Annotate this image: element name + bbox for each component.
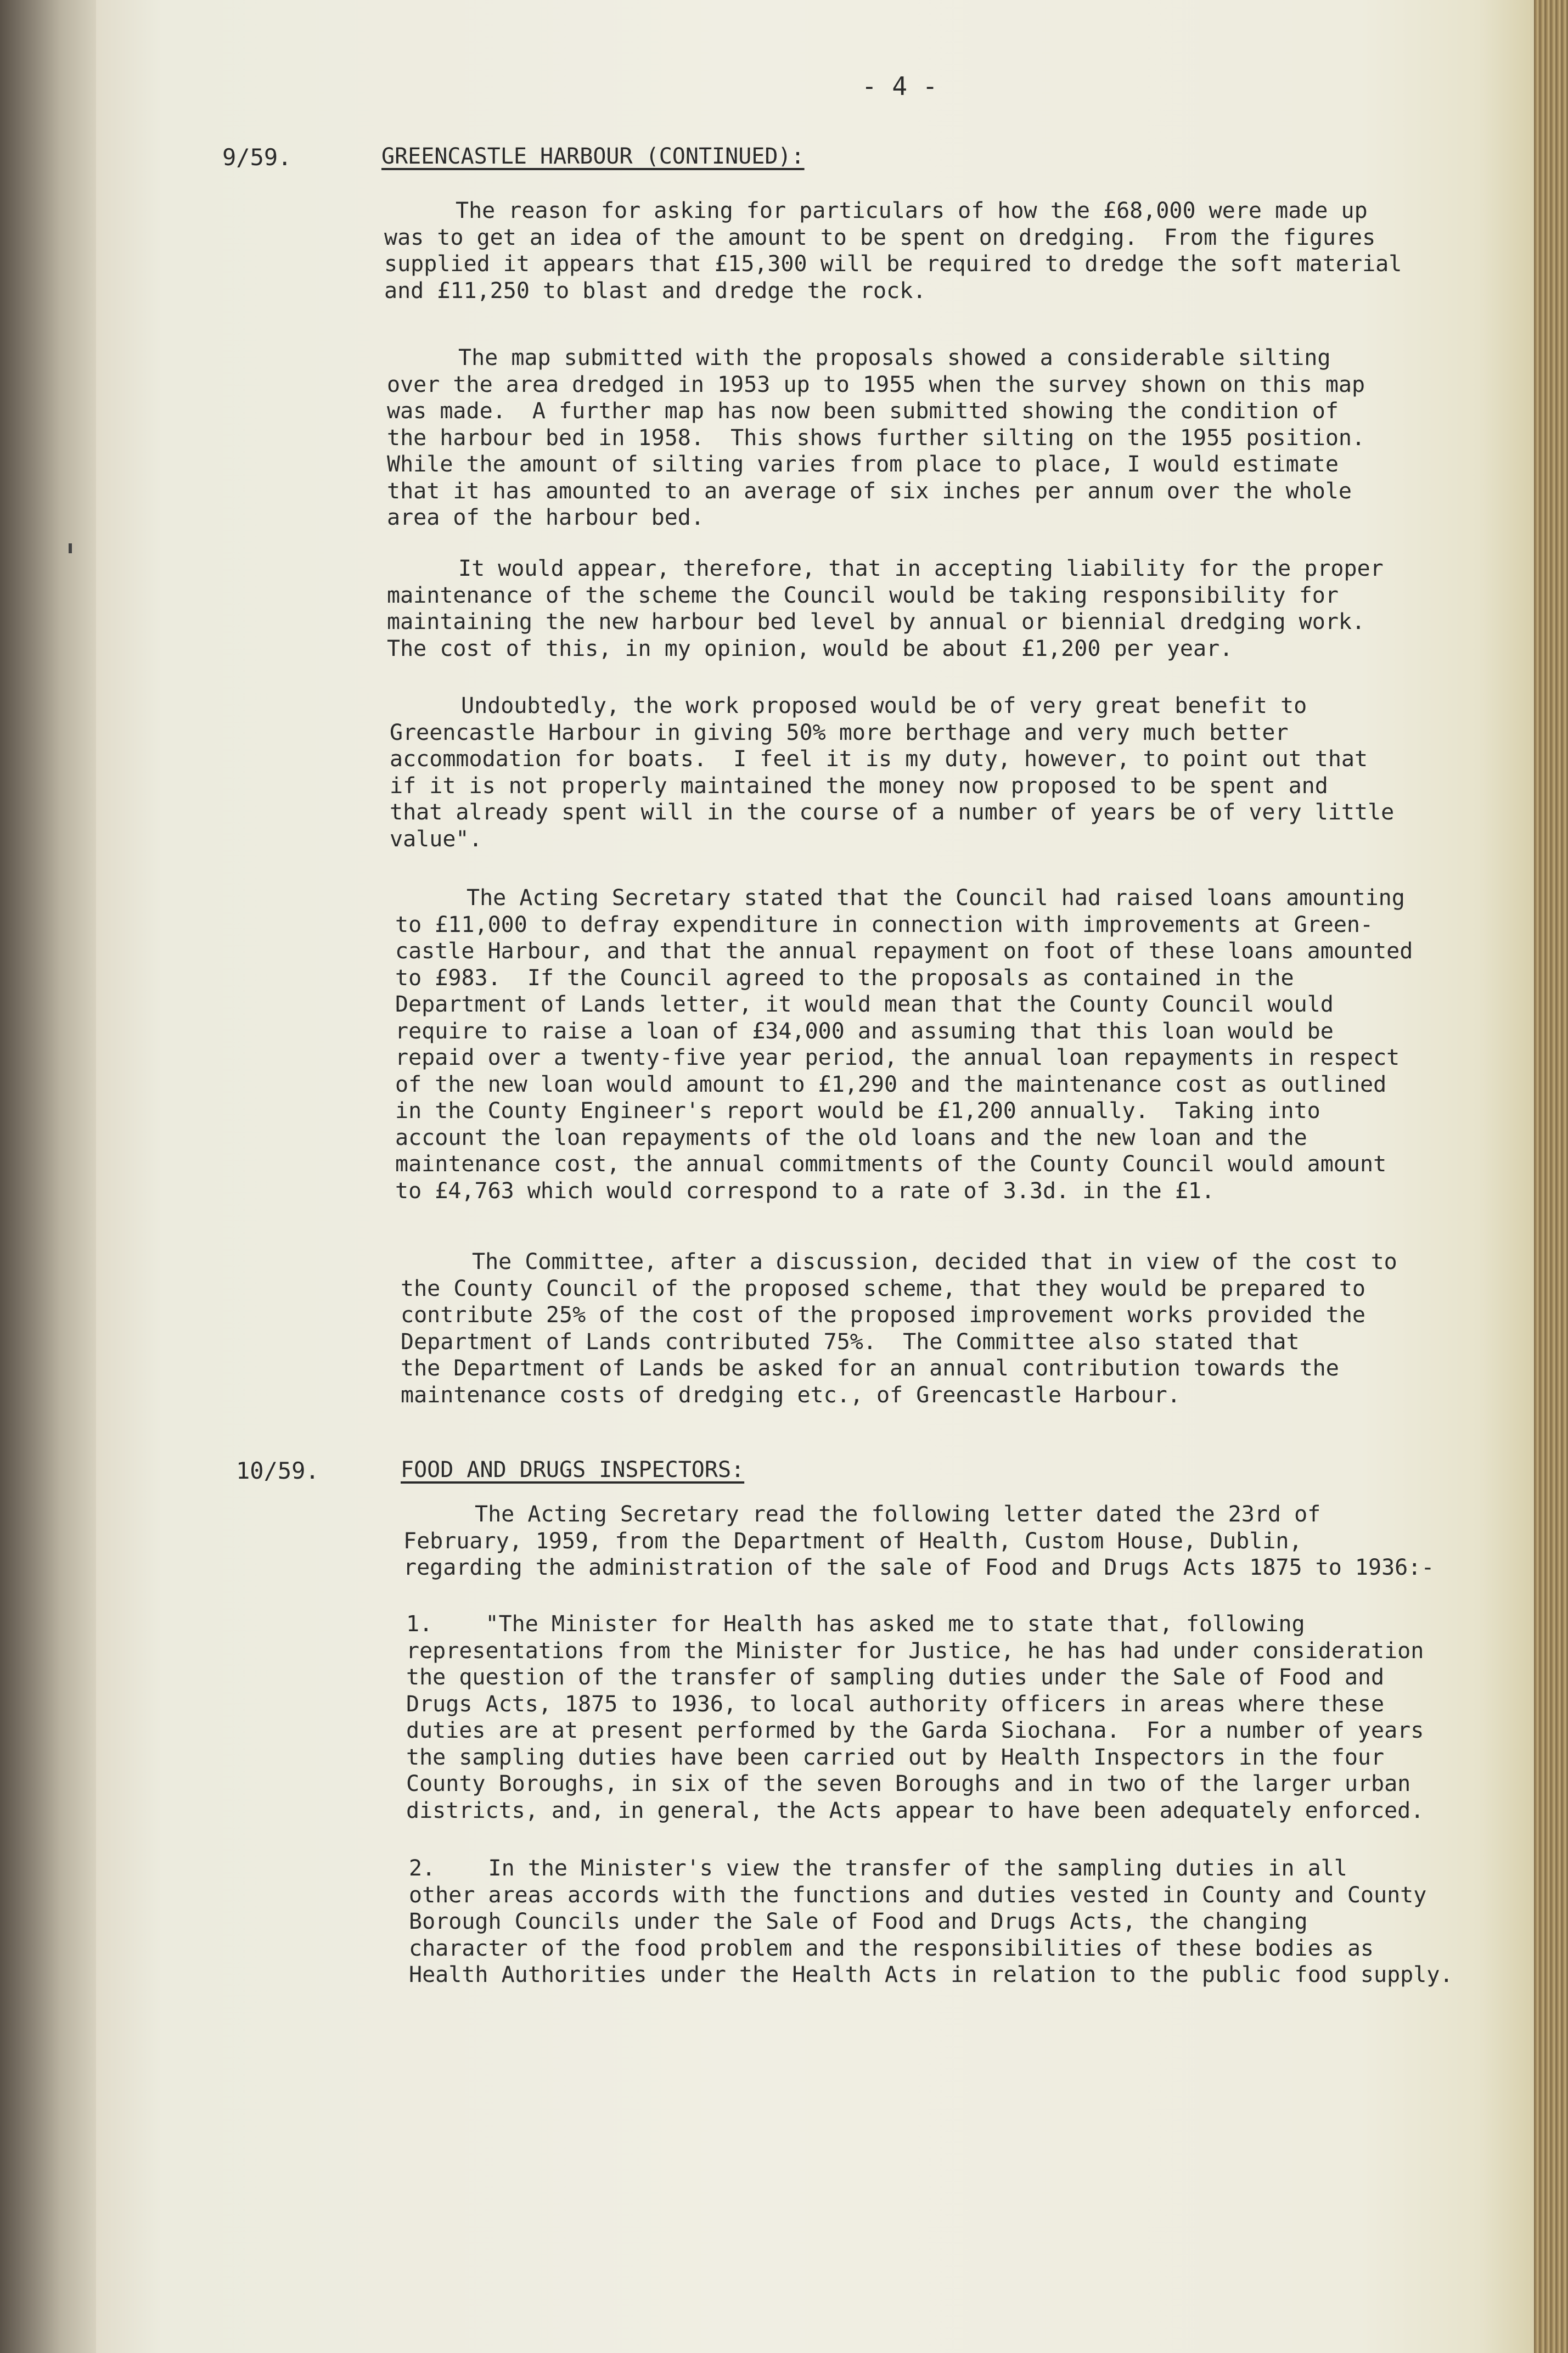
document-page bbox=[96, 0, 1534, 2353]
paragraph: 1. "The Minister for Health has asked me to state that, following representations from the Minister for Justice, he has had under consideration the question of the transfer of sampling duties under the Sale of Food and Drugs Acts, 1875 to 1936, to local authority officers in areas where these duties are at present performed by the Garda Siochana. For a number of years the sampling duties have been carried out by Health Inspectors in the four County Boroughs, in six of the seven Boroughs and in two of the larger urban districts, and, in general, the Acts appear to have been adequately enforced. bbox=[406, 1611, 1424, 1823]
section-heading-greencastle: GREENCASTLE HARBOUR (CONTINUED): bbox=[381, 144, 805, 169]
page-number: - 4 - bbox=[862, 71, 938, 101]
paragraph: The Committee, after a discussion, decided that in view of the cost to the County Council of the proposed scheme, that they would be prepared to contribute 25% of the cost of the proposed improvement works provided the Department of Lands contributed 75%. The Committee also stated that the Department of Lands be asked for an annual contribution towards the maintenance costs of dredging etc., of Greencastle Harbour. bbox=[401, 1249, 1397, 1408]
book-edge bbox=[1534, 0, 1568, 2353]
paragraph: 2. In the Minister's view the transfer of the sampling duties in all other areas accords with the functions and duties vested in County and County Borough Councils under the Sale of Food and Drugs Acts, the changing character of the food problem and the responsibilities of these bodies as Health Authorities under the Health Acts in relation to the public food supply. bbox=[409, 1856, 1453, 1987]
paragraph: It would appear, therefore, that in accepting liability for the proper maintenance of the scheme the Council would be taking responsibility for maintaining the new harbour bed level by annual or biennial dredging work. The cost of this, in my opinion, would be about £1,200 per year. bbox=[387, 556, 1384, 661]
paragraph: Undoubtedly, the work proposed would be of very great benefit to Greencastle Harbour in giving 50% more berthage and very much better accommodation for boats. I feel it is my duty, however, to point out that if it is not properly maintained the money now proposed to be spent and that already spent will in the course of a number of years be of very little value". bbox=[390, 693, 1395, 852]
minute-ref-10-59: 10/59. bbox=[236, 1457, 319, 1484]
paragraph: The map submitted with the proposals showed a considerable silting over the area dredged in 1953 up to 1955 when the survey shown on this map was made. A further map has now been submitted showing the condition of the harbour bed in 1958. This shows further silting on the 1955 position. While the amount of silting varies from place to place, I would estimate that it has amounted to an average of six inches per annum over the whole area of the harbour bed. bbox=[387, 345, 1365, 530]
paragraph: The Acting Secretary read the following letter dated the 23rd of February, 1959, from the Department of Health, Custom House, Dublin, regarding the administration of the sale of Food and Drugs Acts 1875 to 1936:- bbox=[403, 1502, 1435, 1580]
paragraph: The Acting Secretary stated that the Council had raised loans amounting to £11,000 to defray expenditure in connection with improvements at Green- castle Harbour, and that the annual repayment on foot of these loans amounted to £983. If the Council agreed to the proposals as contained in the Department of Lands letter, it would mean that the County Council would require to raise a loan of £34,000 and assuming that this loan would be repaid over a twenty-five year period, the annual loan repayments in respect of the new loan would amount to £1,290 and the maintenance cost as outlined in the County Engineer's report would be £1,200 annually. Taking into account the loan repayments of the old loans and the new loan and the maintenance cost, the annual commitments of the County Council would amount to £4,763 which would correspond to a rate of 3.3d. in the £1. bbox=[395, 885, 1413, 1204]
margin-mark bbox=[69, 543, 72, 553]
paragraph: The reason for asking for particulars of how the £68,000 were made up was to get an idea of the amount to be spent on dredging. From the figures supplied it appears that £15,300 will be required to dredge the soft material and £11,250 to blast and dredge the rock. bbox=[384, 198, 1402, 304]
minute-ref-9-59: 9/59. bbox=[222, 144, 292, 171]
section-heading-food-drugs: FOOD AND DRUGS INSPECTORS: bbox=[401, 1457, 745, 1482]
